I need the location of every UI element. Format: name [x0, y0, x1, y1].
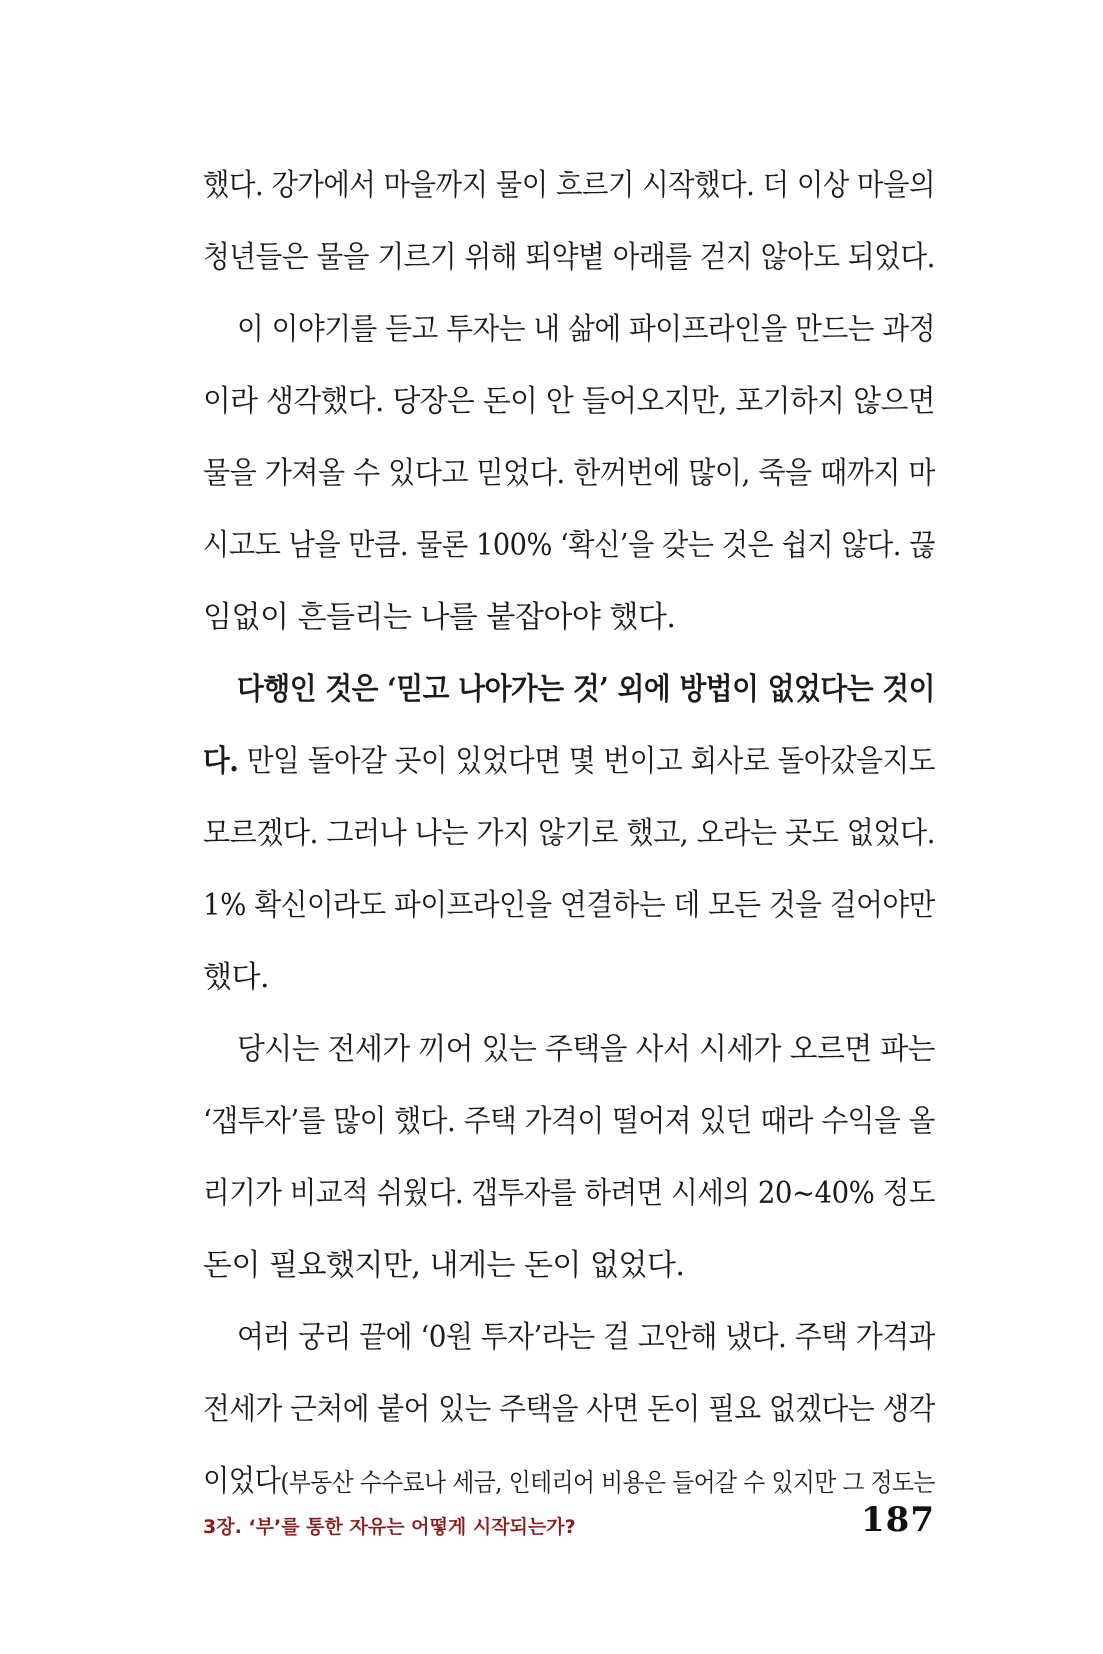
text-line-1: 했다. 강가에서 마을까지 물이 흐르기 시작했다. 더 이상 마을의: [203, 168, 935, 203]
text-line-11: 1% 확신이라도 파이프라인을 연결하는 데 모든 것을 걸어야만: [203, 888, 935, 923]
text-line-8-emphasis: 다행인 것은 ‘믿고 나아가는 것’ 외에 방법이 없었다는 것이: [237, 672, 935, 707]
emphasis-end: 다.: [203, 744, 239, 779]
text-line-10: 모르겠다. 그러나 나는 가지 않기로 했고, 오라는 곳도 없었다.: [203, 816, 935, 851]
text-line-12: 했다.: [203, 960, 269, 995]
text-line-9-rest: 만일 돌아갈 곳이 있었다면 몇 번이고 회사로 돌아갔을지도: [238, 744, 935, 779]
text-line-13: 당시는 전세가 끼어 있는 주택을 사서 시세가 오르면 파는: [237, 1032, 935, 1067]
text-line-6: 시고도 남을 만큼. 물론 100% ‘확신’을 갖는 것은 쉽지 않다. 끊: [203, 528, 935, 563]
text-line-4: 이라 생각했다. 당장은 돈이 안 들어오지만, 포기하지 않으면: [203, 384, 935, 419]
page-number: 187: [861, 1500, 935, 1540]
text-line-5: 물을 가져올 수 있다고 믿었다. 한꺼번에 많이, 죽을 때까지 마: [203, 456, 935, 491]
text-line-16: 돈이 필요했지만, 내게는 돈이 없었다.: [203, 1248, 685, 1283]
chapter-title-footer: 3장. ‘부’를 통한 자유는 어떻게 시작되는가?: [203, 1516, 576, 1538]
parenthetical-note: (부동산 수수료나 세금, 인테리어 비용은 들어갈 수 있지만 그 정도는: [280, 1468, 935, 1497]
text-line-19: [203, 1446, 935, 1518]
text-line-7: 임없이 흔들리는 나를 붙잡아야 했다.: [203, 600, 676, 635]
text-line-15: 리기가 비교적 쉬웠다. 갭투자를 하려면 시세의 20~40% 정도: [203, 1176, 935, 1211]
text-line-18: 전세가 근처에 붙어 있는 주택을 사면 돈이 필요 없겠다는 생각: [203, 1392, 935, 1427]
text-line-17: 여러 궁리 끝에 ‘0원 투자’라는 걸 고안해 냈다. 주택 가격과: [237, 1320, 935, 1355]
body-text: [203, 150, 935, 1518]
text-line-14: ‘갭투자’를 많이 했다. 주택 가격이 떨어져 있던 때라 수익을 올: [203, 1104, 935, 1139]
text-line-9: [203, 726, 935, 798]
text-line-3: 이 이야기를 듣고 투자는 내 삶에 파이프라인을 만드는 과정: [237, 312, 935, 347]
text-line-2: 청년들은 물을 기르기 위해 뙤약볕 아래를 걷지 않아도 되었다.: [203, 240, 935, 275]
text-line-19-start: 이었다: [203, 1464, 281, 1499]
